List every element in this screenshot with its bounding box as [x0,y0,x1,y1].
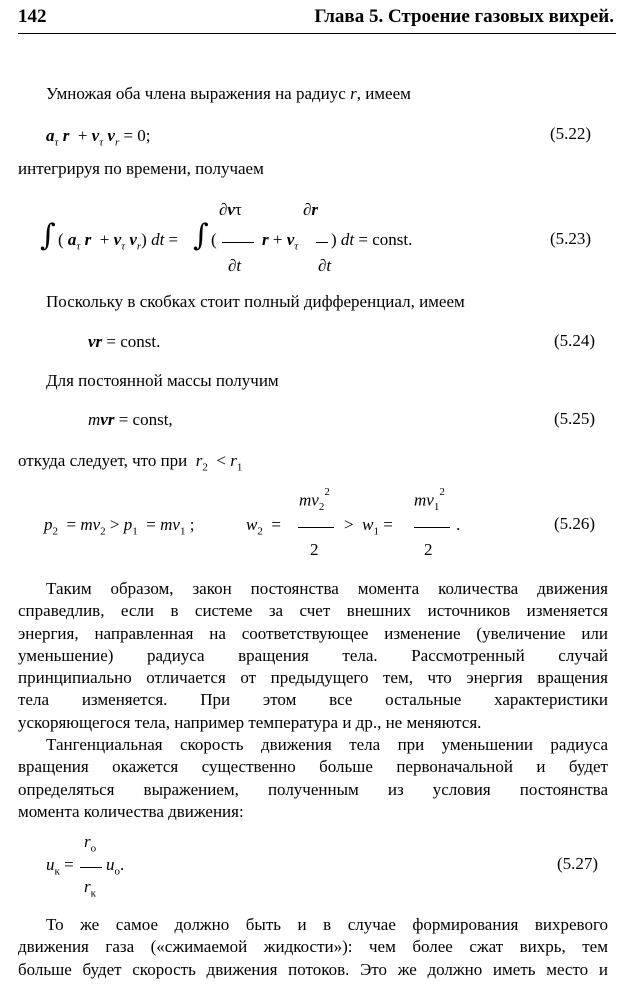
equation-number-5-23: (5.23) [550,229,592,248]
frac-denominator-dt-1: ∂t [228,256,242,275]
frac-denominator-2b: 2 [424,540,433,559]
frac-denominator-rk: $r_к$ [84,877,96,900]
integral-right-expression: $r + v_\tau$ [262,230,299,253]
paragraph-line: справедлив, если в системе за счет внешних источников изменяется [18,601,608,621]
paragraph-line: принципиально отличается от предыдущего тем, что энергия вращения [18,668,608,688]
paragraph-line: момента количества движения: [18,801,244,821]
energy-w2: $w_2$ = [246,515,281,538]
frac-numerator-dr: ∂r [303,200,319,219]
paragraph-line: Таким образом, закон постоянства момента количества движения [46,579,608,598]
paragraph-line: определяться выражением, полученным из условия постоянства [18,779,608,799]
frac-numerator-mv2: $mv_2^2$ [299,486,330,514]
paragraph-line: Тангенциальная скорость движения тела при уменьшении радиуса [46,735,608,754]
paragraph-vortex-gas [18,914,608,981]
paragraph-tangential-speed [18,734,608,823]
paragraph-line: ускоряющегося тела, например температура и др., не меняются. [18,712,482,732]
equation-5-24: vr = const. [88,332,161,351]
frac-numerator-mv1: $mv_1^2$ [414,486,445,514]
equation-number-5-22: (5.22) [550,124,592,143]
equation-5-25: mvr = const, [88,410,173,429]
paren-open: ( [211,230,217,249]
paragraph-line: движения газа («сжимаемой жидкости»): чем более сжат вихрь, тем [18,937,608,957]
text-line-constant-mass: Для постоянной массы получим [46,371,279,390]
text-line-since: Поскольку в скобках стоит полный дифференциал, имеем [46,292,465,311]
paragraph-line: уменьшение) радиуса вращения тела. Рассмотренный случай [18,645,608,665]
frac-numerator-r0: $r_о$ [84,832,97,855]
integral-sign-left: ∫ [40,218,56,253]
equation-number-5-27: (5.27) [557,854,599,873]
paragraph-line: То же самое должно быть и в случае формирования вихревого [46,915,608,934]
equation-uk: $u_к$ = [46,855,74,878]
frac-denominator-2a: 2 [310,540,319,559]
momentum-relation: $p_2 = mv_2 > p_1 = mv_1$ ; [44,515,195,538]
fraction-bar-1 [222,242,254,243]
chapter-title: Глава 5. Строение газовых вихрей. [314,6,614,27]
integral-sign-right: ∫ [193,218,209,253]
paragraph-line: больше будет скорость движения потоков. Это же должно иметь место и [18,959,608,979]
text-line-whence: откуда следует, что при $r_2 < r_1$ [18,451,243,474]
frac-denominator-dt-2: ∂t [318,256,332,275]
frac-numerator-dv: ∂vτ [219,200,242,219]
paragraph-momentum-law [18,578,608,734]
integral-right-tail: ) dt = const. [331,230,413,249]
energy-w1: > $w_1$ = [344,515,393,538]
text-line-multiply: Умножая оба члена выражения на радиус r, имеем [46,84,411,103]
header-rule [18,33,616,34]
text-line-integrating: интегрируя по времени, получаем [18,159,264,178]
equation-u0: $u_о$. [106,855,125,878]
fraction-bar-2 [316,242,328,243]
paragraph-line: тела изменяется. При этом все остальные характеристики [18,690,608,710]
fraction-bar-w2 [298,527,334,528]
equation-5-22: $a_\tau$ $r + v_\tau$ $v_r = 0$; [46,126,151,149]
paragraph-line: вращения окажется существенно больше первоначальной и будет [18,757,608,777]
period: . [456,515,461,534]
integral-left-expression: ( $a_\tau$ $r + v_\tau$ $v_r$) dt = [58,230,179,253]
paragraph-line: энергия, направленная на соответствующее изменение (увеличение или [18,623,608,643]
fraction-bar-r [80,867,102,868]
equation-number-5-24: (5.24) [554,331,596,350]
fraction-bar-w1 [414,527,450,528]
equation-number-5-26: (5.26) [554,514,596,533]
equation-number-5-25: (5.25) [554,409,596,428]
page-number: 142 [18,6,47,27]
